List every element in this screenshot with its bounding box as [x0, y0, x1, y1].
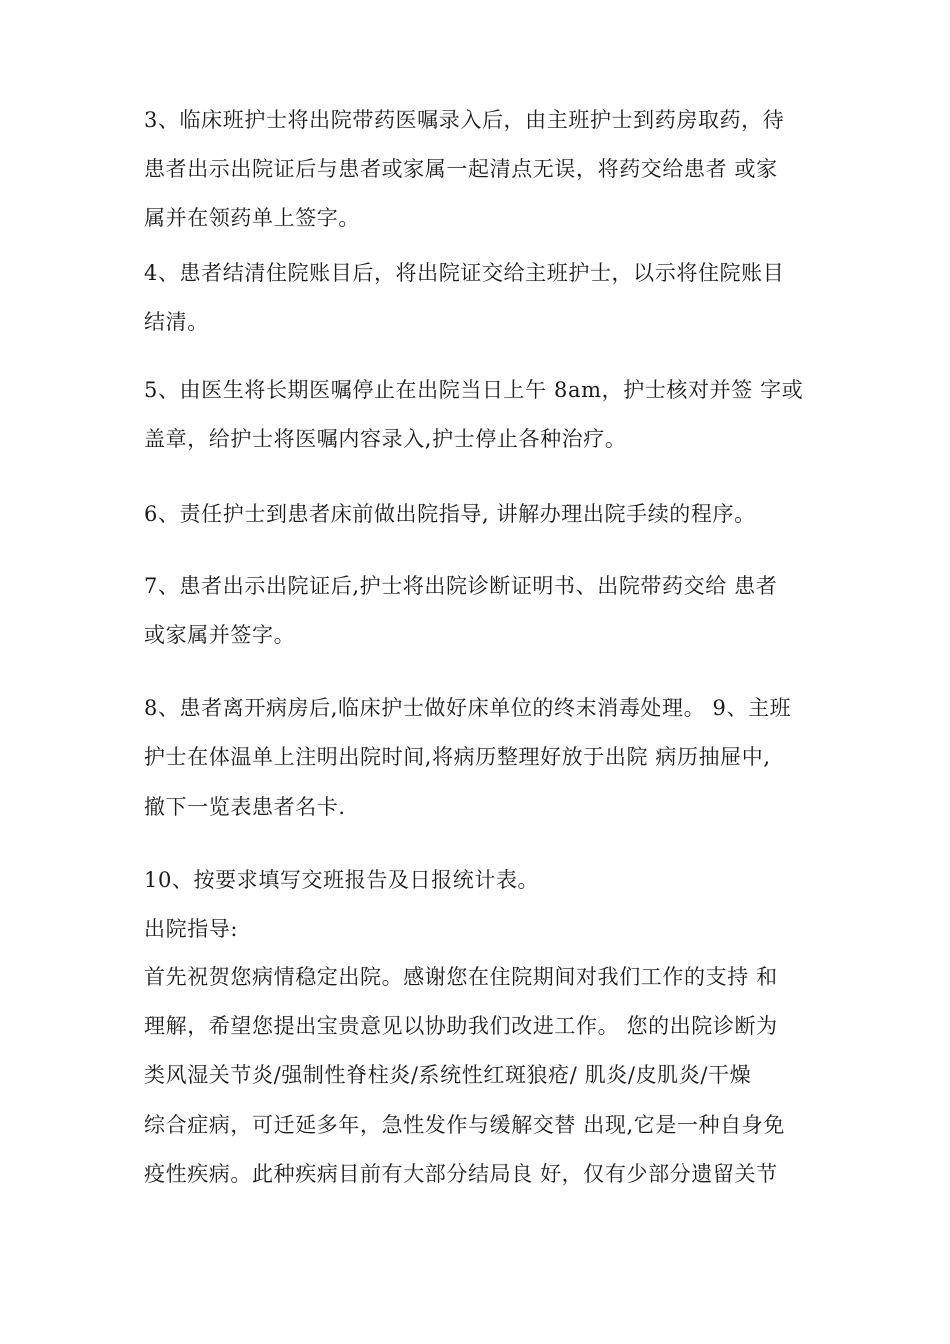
- step-5-line-1: 5、由医生将长期医嘱停止在出院当日上午 8am，护士核对并签 字或: [144, 378, 804, 402]
- step-3-line-1: 3、临床班护士将出院带药医嘱录入后，由主班护士到药房取药，待: [144, 108, 785, 132]
- guidance-heading: 出院指导:: [144, 917, 239, 941]
- step-3-line-2: 患者出示出院证后与患者或家属一起清点无误，将药交给患者 或家: [144, 157, 778, 181]
- step-5-line-2: 盖章，给护士将医嘱内容录入,护士停止各种治疗。: [144, 427, 627, 451]
- step-8-9-line-3: 撤下一览表患者名卡.: [144, 795, 346, 819]
- guidance-body-line-4: 综合症病，可迁延多年，急性发作与缓解交替 出现,它是一种自身免: [144, 1113, 785, 1137]
- step-4-line-2: 结清。: [144, 310, 209, 334]
- step-8-9-line-1: 8、患者离开病房后,临床护士做好床单位的终末消毒处理。 9、主班: [144, 696, 792, 720]
- guidance-body-line-1: 首先祝贺您病情稳定出院。感谢您在住院期间对我们工作的支持 和: [144, 965, 778, 989]
- guidance-body-line-2: 理解，希望您提出宝贵意见以协助我们改进工作。 您的出院诊断为: [144, 1014, 778, 1038]
- guidance-body-line-5: 疫性疾病。此种疾病目前有大部分结局良 好，仅有少部分遗留关节: [144, 1162, 778, 1186]
- step-6-line-1: 6、责任护士到患者床前做出院指导, 讲解办理出院手续的程序。: [144, 502, 756, 526]
- step-7-line-2: 或家属并签字。: [144, 623, 296, 647]
- step-3-line-3: 属并在领药单上签字。: [144, 206, 360, 230]
- guidance-body-line-3: 类风湿关节炎/强制性脊柱炎/系统性红斑狼疮/ 肌炎/皮肌炎/干燥: [144, 1063, 752, 1087]
- step-8-9-line-2: 护士在体温单上注明出院时间,将病历整理好放于出院 病历抽屉中,: [144, 745, 771, 769]
- step-4-line-1: 4、患者结清住院账目后，将出院证交给主班护士，以示将住院账目: [144, 261, 785, 285]
- step-10-line-1: 10、按要求填写交班报告及日报统计表。: [144, 868, 540, 892]
- step-7-line-1: 7、患者出示出院证后,护士将出院诊断证明书、出院带药交给 患者: [144, 574, 778, 598]
